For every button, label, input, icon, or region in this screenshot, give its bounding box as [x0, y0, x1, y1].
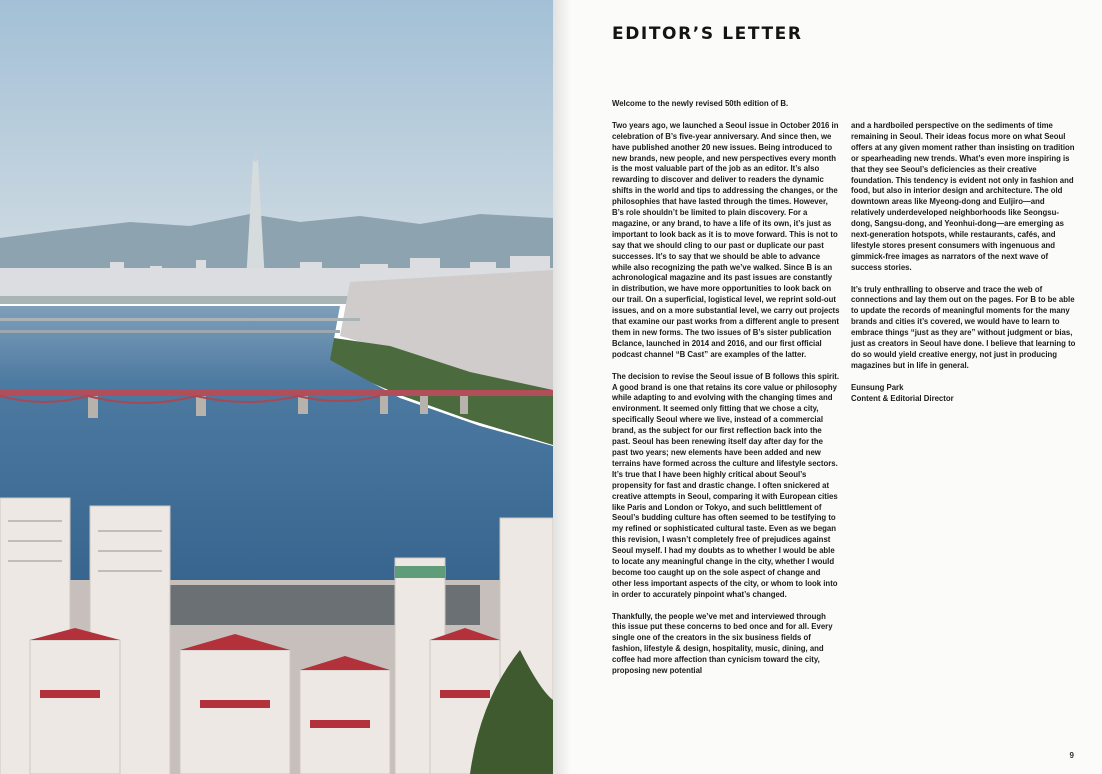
page-title: EDITOR’S LETTER [612, 24, 803, 44]
letter-column-right [851, 121, 1080, 405]
editors-letter-page [553, 0, 1102, 774]
letter-paragraph: The decision to revise the Seoul issue of B follows this spirit. A good brand is one that retains its core value or philosophy while adapting to and evolving with the changing times and environment. It seemed only fitting that we chose a city, specifically Seoul where we live, instead of a commercial brand, as the subject for our first reflection back into the past. Seoul has been renewing itself day after day for the past two years; new elements have been added and new terrains have formed across the culture and lifestyle sectors. It’s true that I have been highly critical about Seoul’s propensity for fast and drastic change. I often snickered at creative attempts in Seoul, comparing it with European cities like Paris and London or Tokyo, and such belittlement of Seoul’s budding culture has often seemed to be testifying to my refined or sophisticated cultural taste. Even as we began this revision, I wasn’t completely free of prejudices against Seoul myself. I had my doubts as to whether I would be able to locate any meaningful change in the city, whether I would become too caught up on the sole aspect of change and other less important aspects of the city, or whom to look into in order to accurately pinpoint what’s changed. [612, 371, 840, 599]
letter-paragraph: and a hardboiled perspective on the sediments of time remaining in Seoul. Their ideas focus more on what Seoul offers at any given moment rather than insisting on tradition or spearheading new trends. What’s even more inspiring is that they see Seoul’s deficiencies as their creative foundation. This tendency is evident not only in fashion and food, but also in interior design and architecture. The old downtown areas like Myeong-dong and Euljiro—and relatively underdeveloped neighborhoods like Seongsu-dong, Sangsu-dong, and Yeonhui-dong—are emerging as next-generation hotspots, while restaurants, cafés, and lifestyle stores present consumers with ingenuous and gimmick-free images as narrators of the next wave of success stories. [851, 121, 1075, 272]
letter-paragraph: It’s truly enthralling to observe and trace the web of connections and lay them out on the pages. For B to be able to update the records of meaningful moments for the many brands and cities it’s covered, we would have to learn to embrace things “just as they are” without judgment or bias, just as creators in Seoul have done. I believe that learning to do so would yield creative energy, not just in producing magazines but in life in general. [851, 284, 1076, 370]
spine-shadow [553, 0, 571, 774]
page-number: 9 [1069, 751, 1074, 760]
signature [851, 383, 1080, 405]
signature-name: Eunsung Park [851, 382, 904, 392]
letter-intro: Welcome to the newly revised 50th edition of B. [612, 99, 789, 108]
letter-paragraph: Thankfully, the people we’ve met and interviewed through this issue put these concerns to bed once and for all. Every single one of the creators in the six business fields of fashion, lifestyle & design, hospitality, music, dining, and coffee had more affection than cynicism toward the city, proposing new potential [612, 611, 833, 676]
letter-paragraph: Two years ago, we launched a Seoul issue in October 2016 in celebration of B’s five-year anniversary. And since then, we have published another 20 new issues. Being introduced to new brands, new people, and new perspectives every month is the most valuable part of the job as an editor. It’s also rewarding to discover and deliver to readers the dynamic shifts in the world and tips to addressing the changes, or the philosophies that have lasted through the times. However, B’s role shouldn’t be limited to plain discovery. For a magazine, or any brand, to have a life of its own, it’s just as important to look back as it is to move forward. This is not to say that we should cling to our past or duplicate our past successes. It’s to say that we should be able to advance while also recognizing the path we’ve walked. Since B is an achronological magazine and its past issues are constantly in distribution, we have more opportunities to look back on our trail. On a superficial, logistical level, we reprint sold-out issues, and on a more substantial level, we carry out projects that examine our past works from a different angle to present them in new forms. The two issues of B’s sister publication Bclance, launched in 2014 and 2016, and our first official podcast channel “B Cast” are examples of the latter. [612, 120, 840, 359]
letter-column-left [612, 99, 841, 677]
signature-role: Content & Editorial Director [851, 393, 954, 403]
